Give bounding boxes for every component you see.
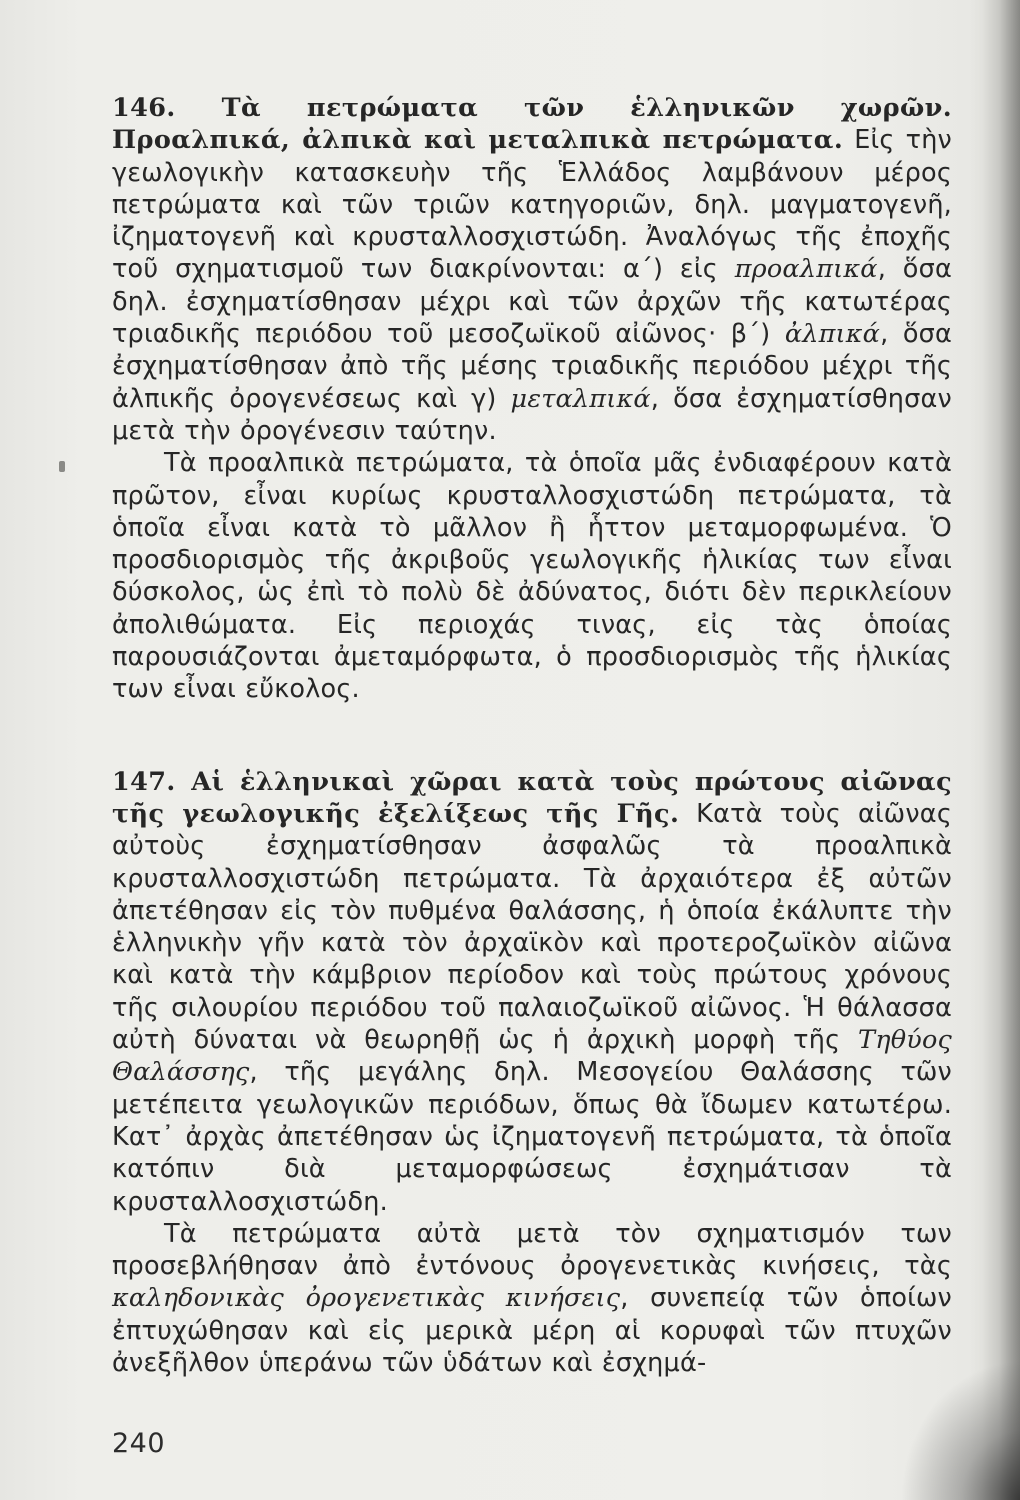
term-alpine: ἀλπικά — [784, 319, 881, 350]
page-number: 240 — [112, 1428, 166, 1459]
section-146-text-a: Εἰς τὴν γεωλογικὴν κατασκευὴν τῆς Ἑλλάδος λαμβάνουν μέρος πετρώματα καὶ τῶν τριῶν κατηγοριῶν, δηλ. μαγματογενῆ, ἰζηματογενῆ καὶ κρυσταλλοσχιστώδη. Ἀναλόγως τῆς ἐποχῆς τοῦ σχηματισμοῦ των διακρίνονται: α΄) εἰς — [112, 125, 953, 285]
section-146-paragraph-1 — [112, 92, 952, 447]
term-prealpine: προαλπικά — [734, 254, 878, 285]
page-body — [112, 92, 952, 1379]
term-postalpine: μεταλπικά — [510, 383, 651, 414]
margin-ink-mark — [59, 461, 65, 472]
term-caledonian-orogeny: καληδονικὰς ὀρογενετικὰς κινήσεις — [112, 1283, 621, 1314]
section-146-paragraph-2: Τὰ προαλπικὰ πετρώματα, τὰ ὁποῖα μᾶς ἐνδιαφέρουν κατὰ πρῶτον, εἶναι κυρίως κρυσταλλοσχιστώδη πετρώματα, τὰ ὁποῖα εἶναι κατὰ τὸ μᾶλλον ἢ ἧττον μεταμορφωμένα. Ὁ προσδιορισμὸς τῆς ἀκριβοῦς γεωλογικῆς ἡλικίας των εἶναι δύσκολος, ὡς ἐπὶ τὸ πολὺ δὲ ἀδύνατος, διότι δὲν περικλείουν ἀπολιθώματα. Εἰς περιοχάς τινας, εἰς τὰς ὁποίας παρουσιάζονται ἀμεταμόρφωτα, ὁ προσδιορισμὸς τῆς ἡλικίας των εἶναι εὔκολος. — [112, 448, 952, 705]
term-tethys-sea: Τηθύος Θαλάσσης — [112, 1025, 952, 1088]
page-edge-shadow — [982, 0, 1020, 1500]
section-147-p2-text-a: Τὰ πετρώματα αὐτὰ μετὰ τὸν σχηματισμόν των προσεβλήθησαν ἀπὸ ἐντόνους ὀρογενετικὰς κινήσεις, τὰς — [112, 1218, 952, 1282]
section-146-text-b: , ὅσα δηλ. ἐσχηματίσθησαν μέχρι καὶ τῶν ἀρχῶν τῆς κατωτέρας τριαδικῆς περιόδου τοῦ μεσοζωϊκοῦ αἰῶνος· β΄) — [112, 254, 952, 350]
section-147-paragraph-1 — [112, 766, 952, 1218]
section-147-text-a: Κατὰ τοὺς αἰῶνας αὐτοὺς ἐσχηματίσθησαν ἀσφαλῶς τὰ προαλπικὰ κρυσταλλοσχιστώδη πετρώματα. Τὰ ἀρχαιότερα ἐξ αὐτῶν ἀπετέθησαν εἰς τὸν πυθμένα θαλάσσης, ἡ ὁποία ἐκάλυπτε τὴν ἑλληνικὴν γῆν κατὰ τὸν ἀρχαϊκὸν καὶ προτεροζωϊκὸν αἰῶνα καὶ κατὰ τὴν κάμβριον περίοδον καὶ τοὺς πρώτους χρόνους τῆς σιλουρίου περιόδου τοῦ παλαιοζωϊκοῦ αἰῶνος. Ἡ θάλασσα αὐτὴ δύναται νὰ θεωρηθῇ ὡς ἡ ἀρχικὴ μορφὴ τῆς — [112, 798, 952, 1056]
section-divider-space — [112, 706, 952, 766]
section-146-text-c: , ὅσα ἐσχηματίσθησαν ἀπὸ τῆς μέσης τριαδικῆς περιόδου μέχρι τῆς ἀλπικῆς ὀρογενέσεως καὶ γ) — [112, 319, 952, 414]
section-147-p2-text-b: , συνεπείᾳ τῶν ὁποίων ἐπτυχώθησαν καὶ εἰς μερικὰ μέρη αἱ κορυφαὶ τῶν πτυχῶν ἀνεξῆλθον ὑπεράνω τῶν ὑδάτων καὶ ἐσχημά- — [112, 1283, 953, 1378]
page-corner-shadow — [900, 1360, 1020, 1500]
section-147-text-b: , τῆς μεγάλης δηλ. Μεσογείου Θαλάσσης τῶν μετέπειτα γεωλογικῶν περιόδων, ὅπως θὰ ἴδωμεν κατωτέρω. Κατ᾽ ἀρχὰς ἀπετέθησαν ὡς ἰζηματογενῆ πετρώματα, τὰ ὁποῖα κατόπιν διὰ μεταμορφώσεως ἐσχημάτισαν τὰ κρυσταλλοσχιστώδη. — [112, 1057, 952, 1217]
section-146-heading: 146. Τὰ πετρώματα τῶν ἑλληνικῶν χωρῶν. Προαλπικά, ἀλπικὰ καὶ μεταλπικὰ πετρώματα. — [112, 93, 952, 156]
section-146-text-d: , ὅσα ἐσχηματίσθησαν μετὰ τὴν ὀρογένεσιν ταύτην. — [112, 383, 952, 446]
section-147-heading: 147. Αἱ ἑλληνικαὶ χῶραι κατὰ τοὺς πρώτους αἰῶνας τῆς γεωλογικῆς ἐξελίξεως τῆς Γῆς. — [112, 766, 952, 829]
section-147-paragraph-2 — [112, 1218, 952, 1379]
